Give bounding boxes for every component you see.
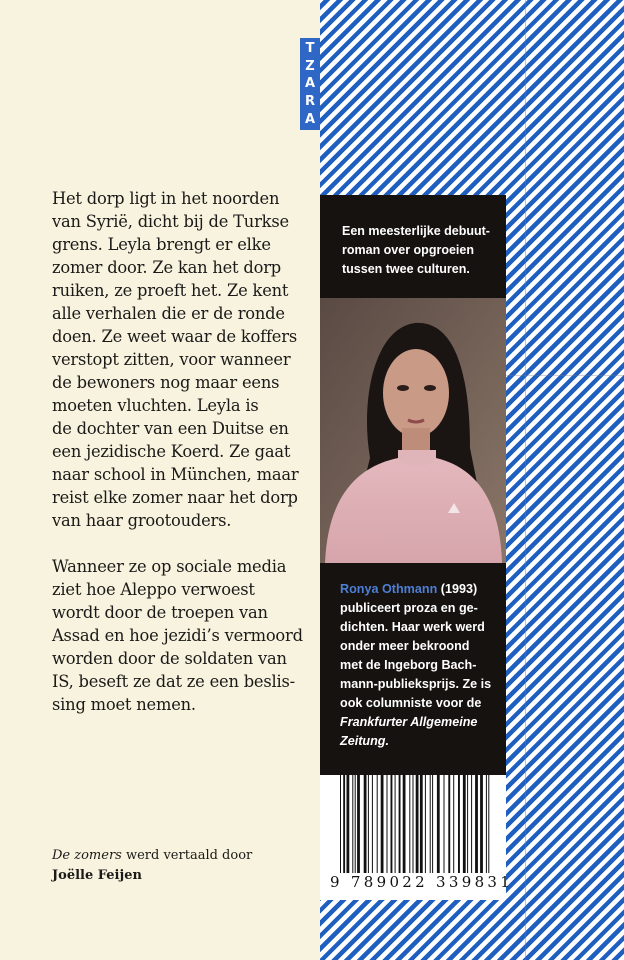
barcode-bar xyxy=(355,775,356,873)
blurb-line: de dochter van een Duitse en xyxy=(52,419,289,438)
isbn-number: 9 789022 339831 xyxy=(330,873,514,891)
barcode-bar xyxy=(480,775,483,873)
newspaper-name: Zeitung. xyxy=(340,734,389,748)
bio-line: publiceert proza en ge- xyxy=(340,601,478,615)
barcode-bar xyxy=(347,775,350,873)
book-title: De zomers xyxy=(52,848,122,863)
barcode-bar xyxy=(343,775,345,873)
translator-name: Joëlle Feijen xyxy=(52,868,142,883)
blurb-line: van haar grootouders. xyxy=(52,511,232,530)
blurb-line: Assad en hoe jezidi’s vermoord xyxy=(52,626,303,645)
barcode-bar xyxy=(413,775,414,873)
barcode-bar xyxy=(463,775,466,873)
blurb-line: een jezidische Koerd. Ze gaat xyxy=(52,442,291,461)
barcode-bar xyxy=(437,775,440,873)
barcode-bar xyxy=(448,775,450,873)
blurb-line: Het dorp ligt in het noorden xyxy=(52,189,280,208)
translation-credit xyxy=(52,846,252,886)
barcode-bar xyxy=(340,775,341,873)
logo-letter: A xyxy=(304,76,316,92)
blurb-text xyxy=(52,187,312,716)
blurb-line: de bewoners nog maar eens xyxy=(52,373,280,392)
logo-letter: A xyxy=(304,111,316,127)
tagline-line: tussen twee culturen. xyxy=(342,262,470,276)
author-birth-year: (1993) xyxy=(437,582,478,596)
barcode-bar xyxy=(430,775,431,873)
barcode-bar xyxy=(425,775,426,873)
barcode-bar xyxy=(395,775,396,873)
blurb-line: sing moet nemen. xyxy=(52,695,196,714)
isbn-barcode xyxy=(320,775,514,900)
author-bio xyxy=(340,580,506,751)
blurb-line: wordt door de troepen van xyxy=(52,603,268,622)
barcode-bar xyxy=(458,775,460,873)
bio-line: met de Ingeborg Bach- xyxy=(340,658,477,672)
publisher-logo xyxy=(300,38,320,130)
author-panel xyxy=(320,195,506,775)
blurb-line: IS, beseft ze dat ze een beslis- xyxy=(52,672,295,691)
barcode-bar xyxy=(372,775,373,873)
barcode-bar xyxy=(381,775,384,873)
logo-letter: Z xyxy=(305,58,315,74)
blurb-line: moeten vluchten. Leyla is xyxy=(52,396,259,415)
barcode-bar xyxy=(357,775,360,873)
blurb-line: verstopt zitten, voor wanneer xyxy=(52,350,291,369)
tagline xyxy=(342,222,490,279)
blurb-line: grens. Leyla brengt er elke xyxy=(52,235,271,254)
blurb-paragraph-1 xyxy=(52,187,312,532)
barcode-bar xyxy=(403,775,406,873)
credit-text: werd vertaald door xyxy=(121,848,253,863)
blurb-line: Wanneer ze op sociale media xyxy=(52,557,287,576)
blurb-line: doen. Ze weet waar de koffers xyxy=(52,327,297,346)
barcode-bar xyxy=(467,775,468,873)
barcode-bars xyxy=(340,775,490,873)
blurb-line: zomer door. Ze kan het dorp xyxy=(52,258,282,277)
newspaper-name: Frankfurter Allgemeine xyxy=(340,715,478,729)
barcode-bar xyxy=(409,775,410,873)
barcode-bar xyxy=(475,775,478,873)
barcode-bar xyxy=(420,775,423,873)
bio-line: onder meer bekroond xyxy=(340,639,470,653)
blurb-line: worden door de soldaten van xyxy=(52,649,287,668)
barcode-bar xyxy=(352,775,353,873)
blurb-line: alle verhalen die er de ronde xyxy=(52,304,285,323)
blurb-line: reist elke zomer naar het dorp xyxy=(52,488,298,507)
barcode-bar xyxy=(432,775,433,873)
blurb-line: ziet hoe Aleppo verwoest xyxy=(52,580,255,599)
barcode-bar xyxy=(364,775,367,873)
author-photo xyxy=(320,298,506,563)
blurb-line: van Syrië, dicht bij de Turkse xyxy=(52,212,289,231)
barcode-bar xyxy=(377,775,378,873)
barcode-bar xyxy=(486,775,487,873)
bio-line: dichten. Haar werk werd xyxy=(340,620,485,634)
blurb-line: ruiken, ze proeft het. Ze kent xyxy=(52,281,289,300)
barcode-bar xyxy=(453,775,454,873)
tagline-line: roman over opgroeien xyxy=(342,243,474,257)
author-name: Ronya Othmann xyxy=(340,582,438,596)
fold-line-horizontal xyxy=(505,375,624,376)
barcode-bar xyxy=(444,775,445,873)
barcode-bar xyxy=(391,775,393,873)
logo-letter: R xyxy=(304,94,315,110)
barcode-bar xyxy=(488,775,489,873)
blurb-paragraph-2 xyxy=(52,555,312,716)
barcode-bar xyxy=(471,775,472,873)
tagline-line: Een meesterlijke debuut- xyxy=(342,224,490,238)
fold-line xyxy=(525,0,526,960)
barcode-bar xyxy=(387,775,388,873)
blurb-line: naar school in München, maar xyxy=(52,465,299,484)
barcode-bar xyxy=(416,775,419,873)
logo-letter: T xyxy=(305,41,315,57)
barcode-bar xyxy=(399,775,401,873)
bio-line: ook columniste voor de xyxy=(340,696,482,710)
barcode-bar xyxy=(368,775,369,873)
bio-line: mann-publieksprijs. Ze is xyxy=(340,677,492,691)
